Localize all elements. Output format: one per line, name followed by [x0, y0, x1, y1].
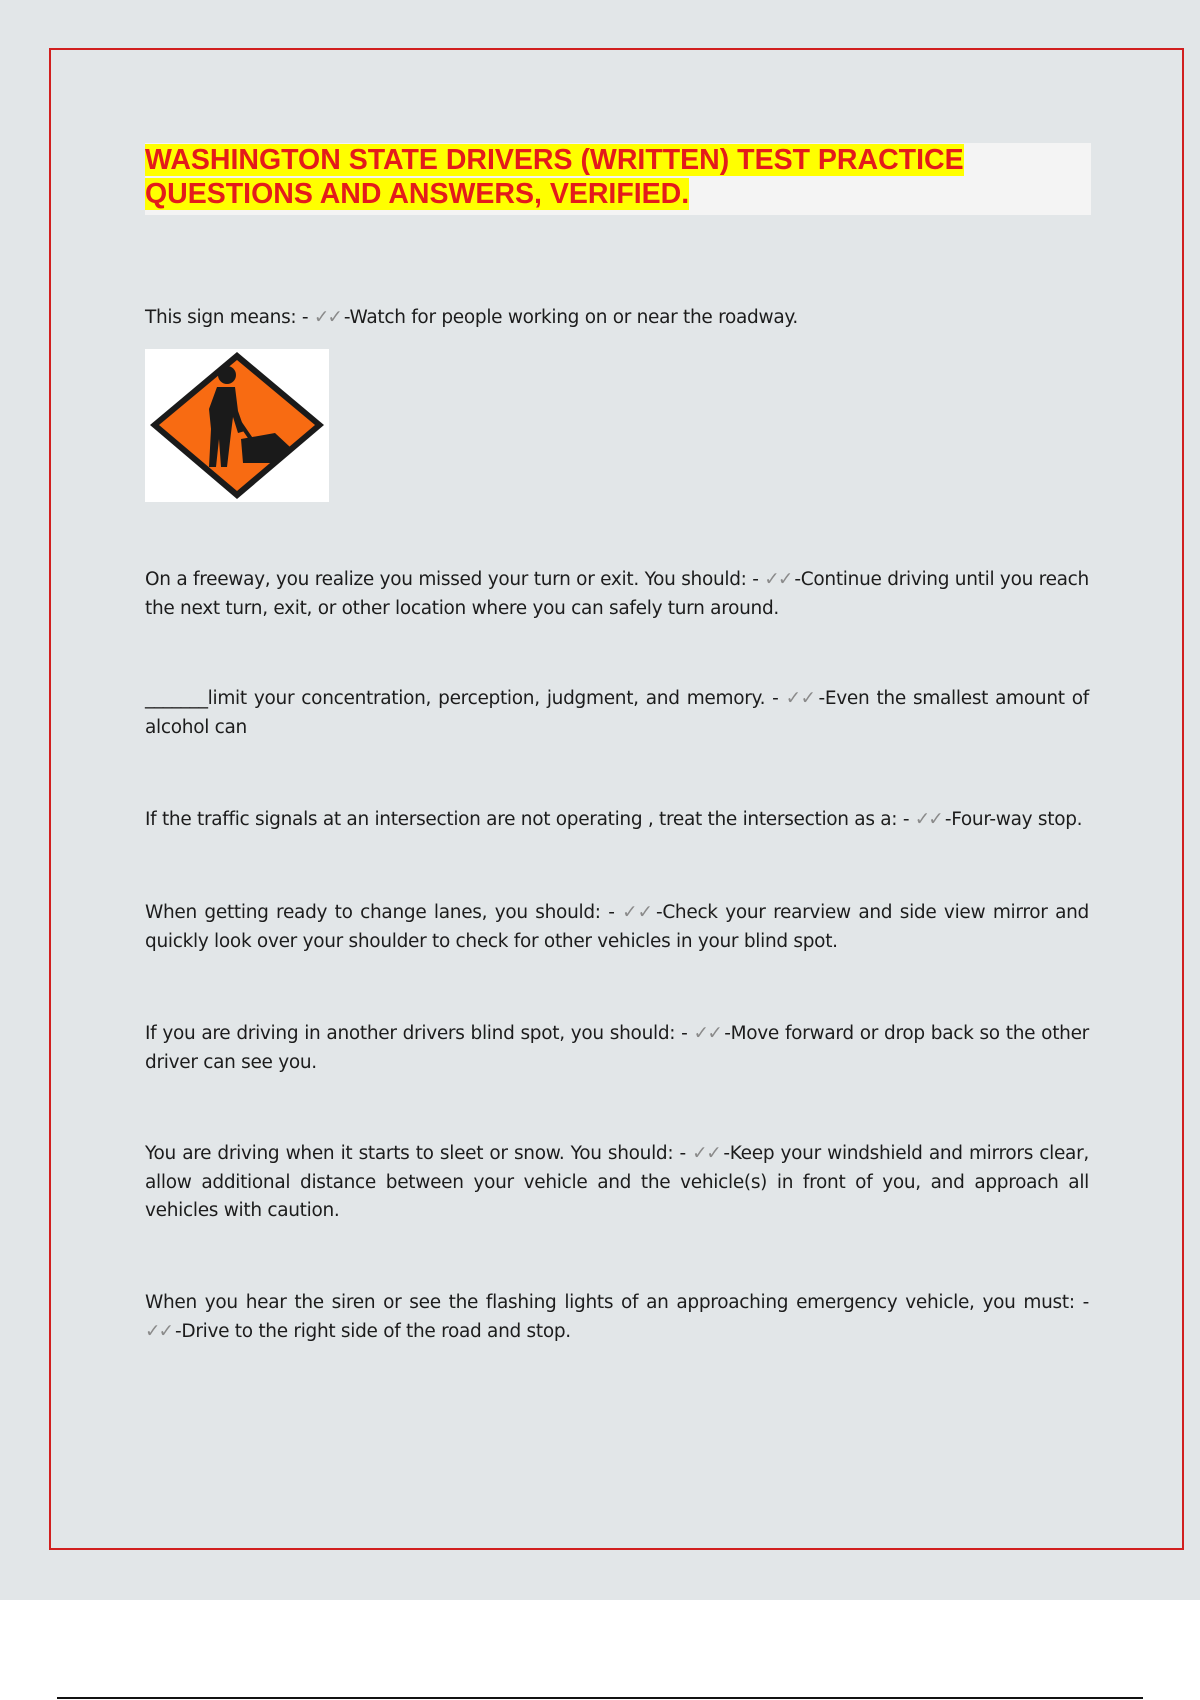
- question-text: If you are driving in another drivers blind spot, you should: -: [145, 1023, 688, 1044]
- title-block: [145, 143, 1091, 215]
- qa-item: [145, 1140, 1089, 1226]
- answer-text: -Check your rearview and side view mirror and quickly look over your shoulder to check for other vehicles in your blind spot.: [145, 902, 1089, 952]
- qa-item: [145, 1289, 1089, 1346]
- double-check-icon: ✓✓: [145, 1320, 173, 1342]
- question-text: You are driving when it starts to sleet or snow. You should: -: [145, 1143, 686, 1164]
- double-check-icon: ✓✓: [693, 1023, 722, 1044]
- answer-text: -Drive to the right side of the road and stop.: [175, 1320, 571, 1342]
- double-check-icon: ✓✓: [692, 1143, 721, 1164]
- question-text: This sign means: -: [145, 307, 309, 328]
- qa-item: [145, 304, 1089, 333]
- double-check-icon: ✓✓: [622, 902, 653, 923]
- title-line-2: QUESTIONS AND ANSWERS, VERIFIED.: [145, 178, 690, 210]
- document-title: [145, 143, 1091, 211]
- footer-rule: [57, 1697, 1143, 1699]
- answer-text: -Even the smallest amount of alcohol can: [145, 688, 1089, 738]
- question-text: _______limit your concentration, perception, judgment, and memory. -: [145, 688, 779, 709]
- double-check-icon: ✓✓: [785, 688, 816, 709]
- answer-text: -Move forward or drop back so the other driver can see you.: [145, 1023, 1089, 1073]
- question-text: If the traffic signals at an intersection are not operating , treat the intersection as a: -: [145, 809, 910, 830]
- answer-text: -Keep your windshield and mirrors clear, allow additional distance between your vehicle and the vehicle(s) in front of you, and approach all vehicles with caution.: [145, 1143, 1089, 1221]
- answer-text: -Four-way stop.: [944, 809, 1083, 830]
- road-work-ahead-sign-icon: [145, 349, 329, 502]
- question-text: On a freeway, you realize you missed your turn or exit. You should: -: [145, 569, 759, 590]
- question-text: When getting ready to change lanes, you should: -: [145, 902, 615, 923]
- title-line-1: WASHINGTON STATE DRIVERS (WRITTEN) TEST PRACTICE: [145, 144, 964, 176]
- question-text: When you hear the siren or see the flashing lights of an approaching emergency vehicle, you must: -: [145, 1292, 1089, 1313]
- qa-item: [145, 899, 1089, 956]
- answer-text: -Watch for people working on or near the roadway.: [343, 307, 798, 328]
- double-check-icon: ✓✓: [313, 307, 341, 328]
- qa-item: [145, 1020, 1089, 1077]
- qa-item: [145, 806, 1089, 835]
- double-check-icon: ✓✓: [914, 809, 942, 830]
- double-check-icon: ✓✓: [764, 569, 792, 590]
- answer-text: -Continue driving until you reach the next turn, exit, or other location where you can safely turn around.: [145, 569, 1089, 619]
- qa-item: [145, 685, 1089, 742]
- qa-item: [145, 566, 1089, 623]
- road-work-sign-image: [145, 349, 329, 502]
